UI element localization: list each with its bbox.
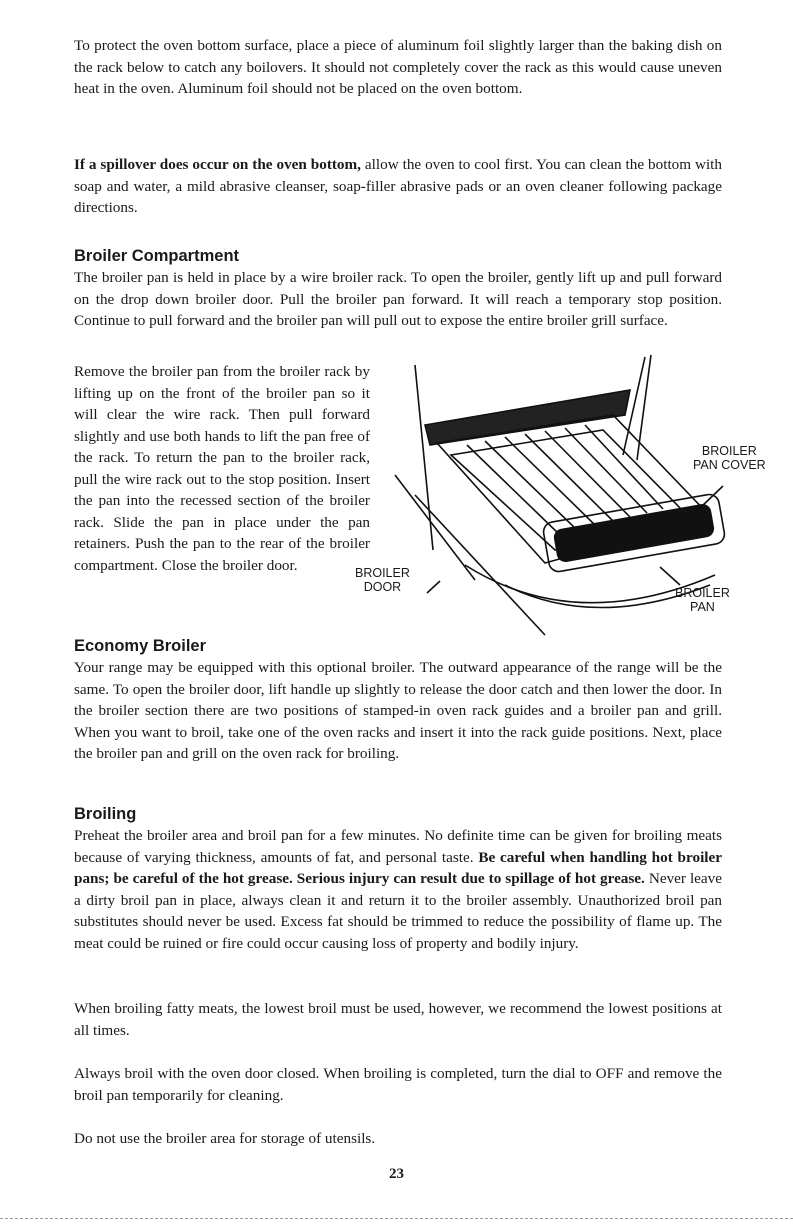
label-broiler-door: BROILER DOOR <box>355 566 410 594</box>
spillover-text: allow the oven to cool first. You can clean the bottom with soap and water, a mild abrasive cleanser, soap-filler abrasive pads or an oven cleaner following package directions. <box>74 156 722 216</box>
broiler-compartment-side-text: Remove the broiler pan from the broiler rack by lifting up on the front of the broiler pan so it will clear the wire rack. Then pull forward slightly and use both hands to lift the pan free of the rack. To return the pan to the broiler rack, pull the wire rack out to the stop position. Insert the pan into the recessed section of the broiler rack. Slide the pan in place under the pan retainers. Push the pan to the rear of the broiler compartment. Close the broiler door. <box>74 363 370 574</box>
economy-broiler-paragraph: Your range may be equipped with this optional broiler. The outward appearance of the range will be the same. To open the broiler door, lift handle up slightly to release the door catch and then lower the door. In the broiler section there are two positions of stamped-in oven rack guides and a broiler pan and grill. When you want to broil, take one of the oven racks and insert it into the rack guide positions. Next, place the broiler pan and grill on the oven rack for broiling. <box>74 659 722 762</box>
fatty-meats-paragraph: When broiling fatty meats, the lowest broil must be used, however, we recommend the lowest positions at all times. <box>74 1000 722 1039</box>
economy-broiler-heading: Economy Broiler <box>74 637 207 655</box>
broiler-compartment-intro: The broiler pan is held in place by a wire broiler rack. To open the broiler, gently lift up and pull forward on the drop down broiler door. Pull the broiler pan forward. It will reach a temporary stop position. Continue to pull forward and the broiler pan will pull out to expose the entire broiler grill surface. <box>74 269 722 329</box>
broiling-heading: Broiling <box>74 805 137 823</box>
broiling-text-1: Preheat the broiler area and broil pan for a few minutes. No definite time can be given for broiling meats because of varying thickness, amounts of fat, and personal taste. <box>74 827 722 866</box>
spillover-paragraph <box>74 154 722 219</box>
pan-leader-line <box>660 567 680 585</box>
door-leader-line <box>427 581 440 593</box>
door-closed-paragraph: Always broil with the oven door closed. When broiling is completed, turn the dial to OFF and remove the broil pan temporarily for cleaning. <box>74 1065 722 1104</box>
spillover-bold-lead: If a spillover does occur on the oven bottom, <box>74 156 361 173</box>
label-broiler-pan: BROILER PAN <box>675 586 730 614</box>
broiling-text-2: Never leave a dirty broil pan in place, always clean it and return it to the broiler assembly. Unauthorized broil pan substitutes should never be used. Excess fat should be trimmed to reduce the possibility of flame up. The meat could be ruined or fire could occur causing loss of property and bodily injury. <box>74 870 723 952</box>
broiler-compartment-heading: Broiler Compartment <box>74 247 240 265</box>
broiler-illustration <box>355 345 766 645</box>
oven-right-edge-line-2 <box>637 355 651 460</box>
broiling-paragraph <box>74 825 722 954</box>
label-broiler-pan-cover: BROILER PAN COVER <box>693 444 766 472</box>
page-number: 23 <box>389 1166 404 1182</box>
foil-paragraph: To protect the oven bottom surface, place a piece of aluminum foil slightly larger than the baking dish on the rack below to catch any boilovers. It should not completely cover the rack as this would cause uneven heat in the oven. Aluminum foil should not be placed on the oven bottom. <box>74 37 722 97</box>
storage-paragraph: Do not use the broiler area for storage of utensils. <box>74 1130 376 1147</box>
bottom-rule <box>0 1218 793 1219</box>
broiling-warning: Be careful when handling hot broiler pans; be careful of the hot grease. Serious injury can result due to spillage of hot grease. <box>74 848 722 887</box>
